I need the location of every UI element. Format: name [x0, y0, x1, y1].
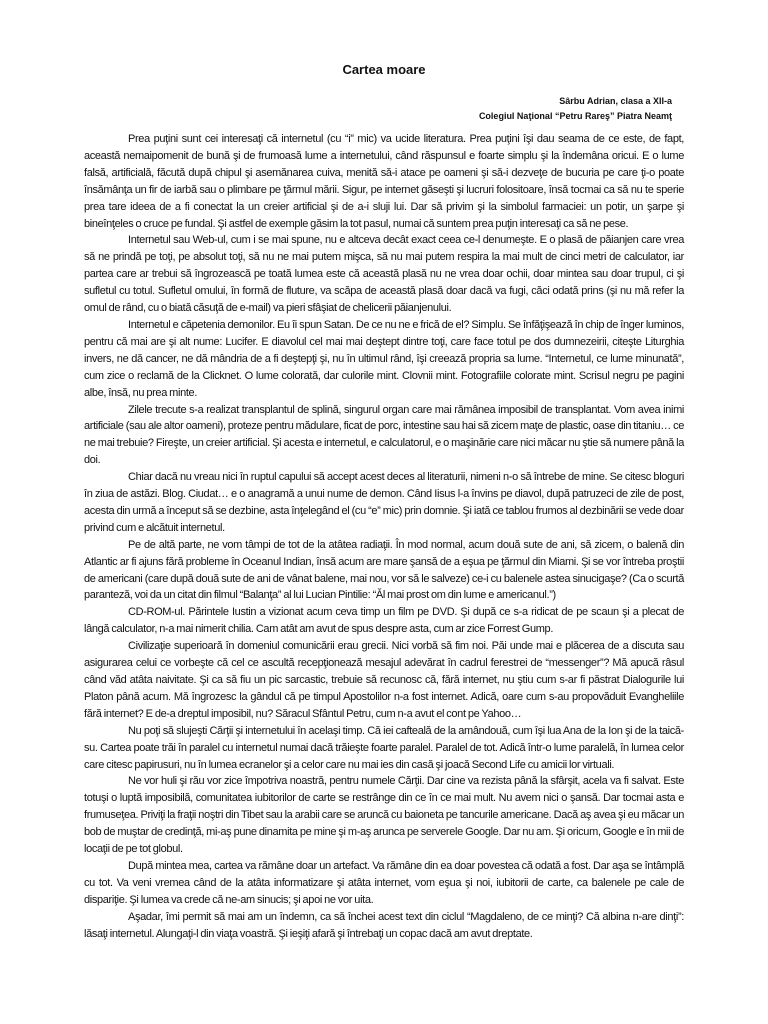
paragraph: Ne vor huli şi rău vor zice împotriva noastră, pentru numele Cărţii. Dar cine va rezista până la sfârşit, acela va fi salvat. Este totuşi o luptă imposibilă, comunitatea iubitorilor de carte se restrânge din ce în ce mai mult. Nu avem nici o şansă. Dar tocmai asta e frumuseţea. Priviţi la fraţii noştri din Tibet sau la arabii care se aruncă cu baioneta pe tancurile americane. Dacă aş avea şi eu măcar un bob de muştar de credinţă, mi-aş pune dinamita pe mine şi m-aş arunca pe serverele Google. Dar nu am. Şi oricum, Google e în mii de locaţii de pe tot globul. [84, 775, 684, 856]
paragraph: Zilele trecute s-a realizat transplantul de splină, singurul organ care mai rămânea imposibil de transplantat. Vom avea inimi artificiale (sau ale altor oameni), proteze pentru mădulare, ficat de porc, intestine sau hai să zicem maţe de plastic, oase din titaniu… ce ne mai trebuie? Fireşte, un creier artificial. Şi acesta e internetul, e calculatorul, e o maşinărie care nici măcar nu ştie să numere până la doi. [84, 403, 684, 467]
school-line: Colegiul Naţional “Petru Rareş” Piatra Neamţ [478, 111, 672, 121]
paragraph: CD-ROM-ul. Părintele Iustin a vizionat acum ceva timp un film pe DVD. Şi după ce s-a ridicat de pe scaun şi a plecat de lângă calculator, n-a mai nimerit chilia. Cam atât am avut de spus despre asta, cum ar zice Forrest Gump. [84, 606, 684, 636]
author-line: Sârbu Adrian, clasa a XII-a [559, 96, 672, 106]
paragraph: Prea puţini sunt cei interesaţi că internetul (cu “i” mic) va ucide literatura. Prea puţini îşi dau seama de ce este, de fapt, această nemaipomenit de bună şi de frumoasă lume a internetului, când răspunsul e foarte simplu şi la îndemâna oricui. E o lume falsă, artificială, făcută după chipul şi asemănarea cuiva, menită să-i atace pe oameni şi să-i dezveţe de bucuria pe care ţi-o poate însămânţa un fir de iarbă sau o plimbare pe ţărmul mării. Sigur, pe internet găseşti şi lucruri folositoare, însă tocmai ca să nu te sperie prea tare ideea de a fi conectat la un creier artificial şi de a-i sluji lui. Dar să privim şi la simbolul farmaciei: un potir, un şarpe şi bineînţeles o cruce pe fundal. Şi astfel de exemple găsim la tot pasul, numai că suntem prea puţin interesaţi ca să ne pese. [84, 133, 684, 230]
paragraph: Aşadar, îmi permit să mai am un îndemn, ca să închei acest text din ciclul “Magdaleno, de ce minţi? Că albina n-are dinţi”: lăsaţi internetul. Alungaţi-l din viaţa voastră. Şi ieşiţi afară şi întrebaţi un copac dacă am avut dreptate. [84, 910, 684, 940]
paragraph: Civilizaţie superioară în domeniul comunicării erau grecii. Nici vorbă să fim noi. Păi unde mai e plăcerea de a discuta sau asigurarea celui ce vorbeşte că cel ce ascultă recepţionează mesajul adevărat în cadrul ferestrei de “messenger”? Mă apucă râsul când văd atâta naivitate. Şi ca să fiu un pic sarcastic, trebuie să recunosc că, fără internet, nu ştiu cum s-ar fi păstrat Dialogurile lui Platon până acum. Mă îngrozesc la gândul că pe timpul Apostolilor n-a fost internet. Adică, oare cum s-au propovăduit Evangheliile fără internet? E de-a dreptul imposibil, nu? Săracul Sfântul Petru, cum n-a avut el cont pe Yahoo… [84, 640, 684, 720]
paragraph: Nu poţi să slujeşti Cărţii şi internetului în acelaşi timp. Că iei cafteală de la amândouă, cum îşi lua Ana de la Ion şi de la taică-su. Cartea poate trăi în paralel cu internetul numai dacă trăieşte foarte paralel. Paralel de tot. Adică într-o lume paralelă, în lumea celor care citesc papirusuri, nu în lumea ecranelor şi a celor care nu mai ies din casă şi joacă Second Life cu amicii lor virtuali. [84, 724, 684, 771]
author-byline [479, 94, 672, 124]
page-title: Cartea moare [342, 62, 426, 77]
paragraph: Internetul e căpetenia demonilor. Eu îi spun Satan. De ce nu ne e frică de el? Simplu. Se înfăţişează în chip de înger luminos, pentru că mai are şi alt nume: Lucifer. E diavolul cel mai mai deştept dintre toţi, care face totul pe dos dumnezeirii, citeşte Liturghia invers, ne dă cancer, ne dă mândria de a fi deştepţi şi, nu în ultimul rând, îşi creează propria sa lume. “Internetul, ce lume minunată”, cum zice o reclamă de la Clicknet. O lume colorată, dar culorile mint. Clovnii mint. Fotografiile colorate mint. Scrisul negru pe pagini albe, însă, nu prea minte. [84, 318, 684, 399]
paragraph: Internetul sau Web-ul, cum i se mai spune, nu e altceva decât exact ceea ce-l denumeşte. E o plasă de păianjen care vrea să ne prindă pe toţi, pe absolut toţi, să nu ne mai putem mişca, să nu mai putem respira la mai mult de cinci metri de calculator, iar partea care ar trebui să îngrozească pe toată lumea este că această plasă nu ne vrea doar ochii, doar mintea sau doar trupul, ci şi sufletul cu totul. Sufletul omului, în formă de fluture, va scăpa de această plasă doar dacă va fugi, căci odată prins (şi nu mă refer la omul de rând, cu o biată căsuţă de e-mail) va pieri sfâşiat de chelicerii păianjenului. [84, 234, 684, 315]
paragraph: După mintea mea, cartea va rămâne doar un artefact. Va rămâne din ea doar povestea că odată a fost. Dar aşa se întâmplă cu tot. Va veni vremea când de la atâta informatizare şi atâta internet, vom eşua şi noi, iubitorii de carte, ca balenele pe cale de dispariţie. Şi lumea va crede că ne-am sinucis; şi apoi ne vor uita. [84, 859, 684, 906]
essay-body [84, 131, 684, 943]
paragraph: Chiar dacă nu vreau nici în ruptul capului să accept acest deces al literaturii, nimeni n-o să întrebe de mine. Se citesc bloguri în ziua de astăzi. Blog. Ciudat… e o anagramă a unui nume de demon. Când Iisus l-a învins pe diavol, după patruzeci de zile de post, acesta din urmă a început să se dezbine, asta înţelegând el (cu “e” mic) prin domnie. Şi iată ce tablou frumos al dezbinării se vede doar privind cum e alcătuit internetul. [84, 471, 684, 534]
paragraph: Pe de altă parte, ne vom tâmpi de tot de la atâtea radiaţii. În mod normal, acum două sute de ani, să zicem, o balenă din Atlantic ar fi ajuns fără probleme în Oceanul Indian, însă acum are mare şansă de a eşua pe ţărmul din Miami. Şi se vor întreba proştii de americani (care după două sute de ani de vânat balene, mai nou, vor să le salveze) ce-i cu balenele astea sinucigaşe? (Ca o scurtă paranteză, voi da un citat din filmul “Balanţa” al lui Lucian Pintilie: “Ăl mai prost om din lume e americanul.”) [84, 538, 684, 602]
